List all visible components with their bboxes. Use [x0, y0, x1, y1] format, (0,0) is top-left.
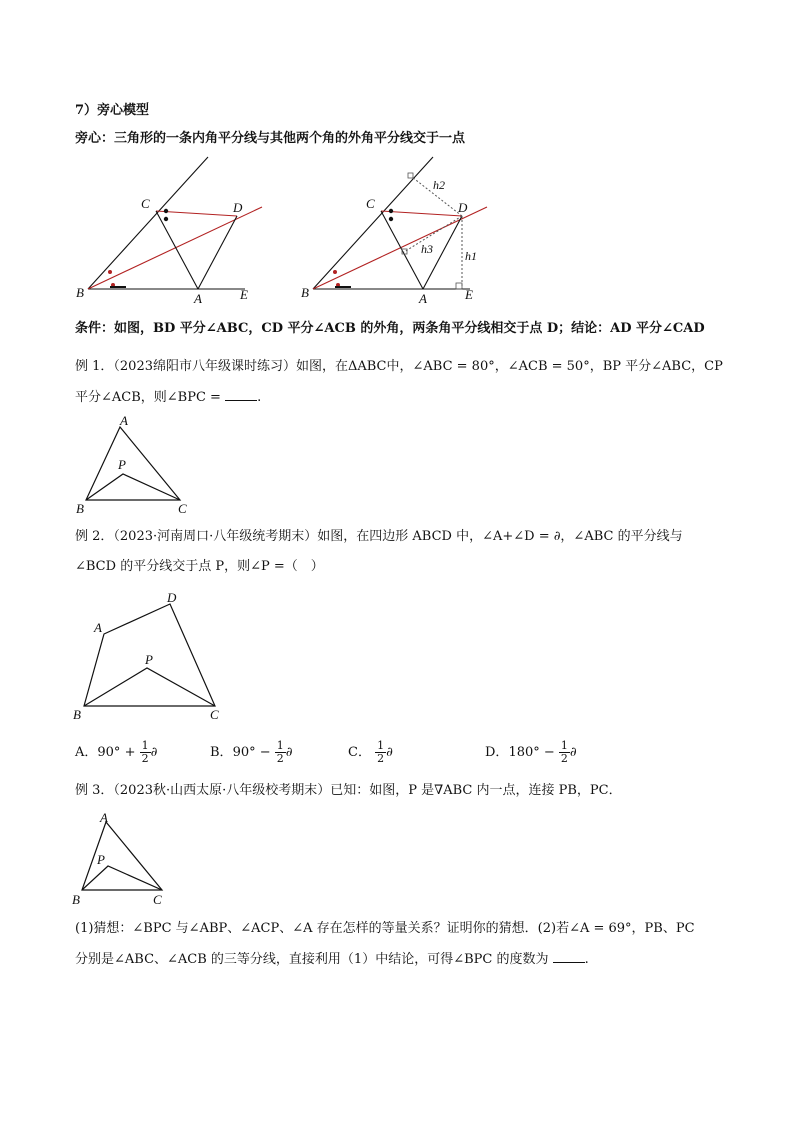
model-figure-left	[70, 155, 280, 310]
svg-text:A: A	[94, 620, 102, 635]
svg-text:B: B	[76, 501, 84, 516]
svg-text:C: C	[366, 196, 375, 211]
svg-text:B: B	[76, 285, 84, 300]
section-title: 7）旁心模型	[75, 103, 150, 118]
svg-text:C: C	[141, 196, 150, 211]
answer-blank	[553, 950, 585, 963]
example-1-line-2: 平分∠ACB，则∠BPC = .	[75, 390, 262, 405]
svg-text:D: D	[233, 200, 243, 215]
example-3-line-1: 例 3．（2023秋·山西太原·八年级校考期末）已知：如图，P 是∇ABC 内一点，连接 PB，PC．	[75, 783, 622, 798]
svg-text:A: A	[419, 291, 427, 306]
svg-text:h3: h3	[421, 242, 433, 256]
option-b[interactable]: B．90° − $\frac{1}{2}$ ∂	[210, 739, 293, 765]
example-3-line-3: 分别是∠ABC、∠ACB 的三等分线，直接利用（1）中结论，可得∠BPC 的度数为 .	[75, 952, 589, 967]
option-d[interactable]: D．180° − $\frac{1}{2}$ ∂	[485, 739, 577, 765]
example-3-line-2: (1)猜想：∠BPC 与∠ABP、∠ACP、∠A 存在怎样的等量关系？证明你的猜想．(2)若∠A = 69°，PB、PC	[75, 921, 695, 936]
example-2-line-2: ∠BCD 的平分线交于点 P，则∠P =（ ）	[75, 559, 324, 574]
example-3-figure	[70, 808, 180, 908]
example-1-line-1: 例 1．（2023绵阳市八年级课时练习）如图，在ΔABC中，∠ABC = 80°，∠ACB = 50°，BP 平分∠ABC，CP	[75, 359, 723, 374]
example-2-figure	[70, 586, 235, 726]
svg-text:A: A	[100, 810, 108, 825]
svg-text:C: C	[210, 707, 219, 722]
svg-text:P: P	[97, 852, 105, 867]
svg-text:B: B	[73, 707, 81, 722]
svg-text:A: A	[120, 413, 128, 428]
definition-text: 旁心：三角形的一条内角平分线与其他两个角的外角平分线交于一点	[75, 131, 466, 146]
option-c[interactable]: C． $\frac{1}{2}$ ∂	[348, 739, 393, 765]
svg-text:h1: h1	[465, 249, 477, 263]
condition-text: 条件：如图，BD 平分∠ABC，CD 平分∠ACB 的外角，两条角平分线相交于点 D；结论：AD 平分∠CAD	[75, 321, 705, 336]
svg-text:C: C	[153, 892, 162, 907]
svg-text:h2: h2	[433, 178, 445, 192]
model-figure-right	[295, 155, 505, 310]
svg-text:B: B	[301, 285, 309, 300]
option-a[interactable]: A．90° + $\frac{1}{2}$ ∂	[75, 739, 158, 765]
svg-text:P: P	[118, 457, 126, 472]
example-2-line-1: 例 2．（2023·河南周口·八年级统考期末）如图，在四边形 ABCD 中，∠A+∠D = ∂，∠ABC 的平分线与	[75, 529, 683, 544]
svg-text:A: A	[194, 291, 202, 306]
svg-text:B: B	[72, 892, 80, 907]
answer-blank	[225, 388, 257, 401]
svg-text:D: D	[167, 590, 177, 605]
svg-text:P: P	[145, 652, 153, 667]
svg-text:D: D	[458, 200, 468, 215]
example-1-figure	[72, 412, 202, 517]
svg-text:E: E	[465, 287, 473, 302]
svg-text:E: E	[240, 287, 248, 302]
svg-text:C: C	[178, 501, 187, 516]
